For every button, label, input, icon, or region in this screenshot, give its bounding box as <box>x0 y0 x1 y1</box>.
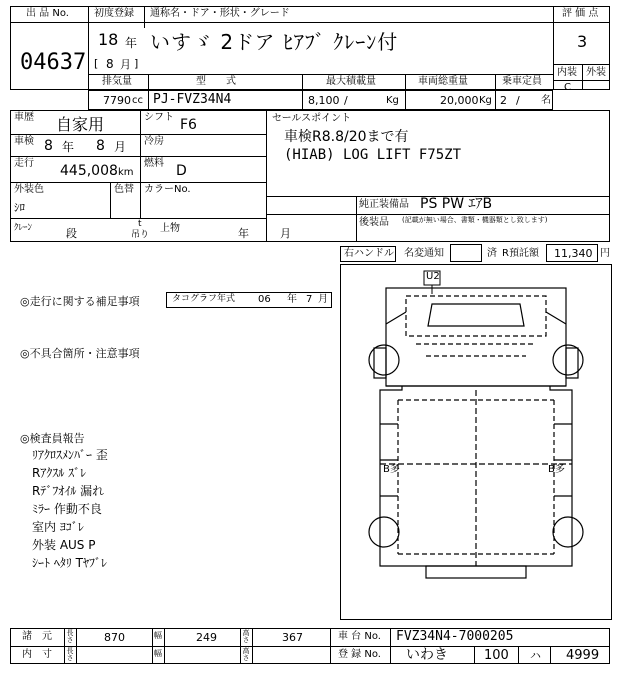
max-load-unit: Kg <box>386 95 399 106</box>
report-line-3: Rﾃﾞﾌｵｲﾙ 漏れ <box>32 484 105 498</box>
chassis-number: FVZ34N4-7000205 <box>396 629 514 644</box>
width-label: 幅 <box>154 631 162 640</box>
registration-number-label: 登 録 No. <box>338 649 381 660</box>
tachograph-year: 06 <box>258 294 271 305</box>
name-change-box <box>450 244 482 262</box>
mileage-label: 走行 <box>14 158 34 169</box>
registration-year-unit: 年 <box>125 36 138 50</box>
crane-ton-bottom: 吊り <box>131 230 150 240</box>
crane-stage-unit: 段 <box>66 227 77 240</box>
mileage-value: 445,008 <box>60 163 118 179</box>
crane-month-unit: 月 <box>280 227 291 240</box>
right-hand-label: 右ハンドル <box>344 248 394 259</box>
sales-point-label: セールスポイント <box>272 113 352 124</box>
genuine-equipment-label: 純正装備品 <box>359 199 409 210</box>
registration-year: 18 <box>98 30 119 49</box>
defects-title: ◎不具合箇所・注意事項 <box>20 347 140 360</box>
width-label-inner: 幅 <box>154 649 162 658</box>
crane-year-unit: 年 <box>238 227 249 240</box>
aftermarket-label: 後装品 <box>359 217 389 228</box>
score-label: 評 価 点 <box>562 8 599 19</box>
inspection-month-unit: 月 <box>114 140 127 154</box>
color-value: ｼﾛ <box>14 201 25 214</box>
tachograph-year-unit: 年 <box>287 294 297 305</box>
interior-grade-label: 内装 <box>557 67 577 78</box>
history-label: 車歴 <box>14 112 34 123</box>
sales-point-line2: (HIAB) LOG LIFT F75ZT <box>284 147 462 163</box>
report-line-2: Rｱｸｽﾙ ｽﾞﾚ <box>32 466 87 480</box>
first-registration-label: 初度登録 <box>94 8 134 19</box>
aftermarket-note: (記載が無い場合、書類・機器類とし致します) <box>402 216 548 224</box>
report-line-1: ﾘｱｸﾛｽﾒﾝﾊﾞｰ 歪 <box>32 448 108 462</box>
inspection-label: 車検 <box>14 136 34 147</box>
color-label: 外装色 <box>14 184 44 195</box>
displacement-unit: cc <box>132 95 143 106</box>
car-name: いすゞ 2ドア ﾋｱﾌﾞ ｸﾚｰﾝ付 <box>150 30 399 54</box>
chassis-number-label: 車 台 No. <box>338 631 381 642</box>
dimensions-label: 諸 元 <box>22 631 52 642</box>
recycle-label: R預託額 <box>502 248 539 259</box>
height-label-inner: 高 さ <box>242 647 250 662</box>
registration-month: 8 <box>106 57 114 71</box>
lot-number: 04637 <box>20 50 87 75</box>
tachograph-month: 7 <box>306 294 313 305</box>
inspection-year-unit: 年 <box>62 140 75 154</box>
yen-unit: 円 <box>600 248 610 259</box>
width-value: 249 <box>196 631 217 644</box>
registration-serial: 4999 <box>566 648 600 663</box>
color-number-label: カラーNo. <box>144 184 191 195</box>
crane-label: ｸﾚｰﾝ <box>14 223 33 233</box>
score-value: 3 <box>577 32 588 51</box>
length-label: 長 さ <box>66 629 74 644</box>
truck-diagram <box>340 264 612 620</box>
capacity-slash: / <box>516 94 520 107</box>
sales-point-line1: 車検R8.8/20まで有 <box>284 129 409 145</box>
registration-class: 100 <box>484 648 509 663</box>
inner-dimensions-label: 内 寸 <box>22 649 52 660</box>
shift-value: F6 <box>180 117 197 133</box>
exterior-grade-label: 外装 <box>586 67 606 78</box>
u2-marker: U2 <box>426 271 440 282</box>
registration-month-unit: 月 <box>120 58 131 71</box>
report-line-6: 外装 AUS P <box>32 538 96 552</box>
name-change-label: 名変通知 <box>404 248 444 259</box>
capacity-unit: 名 <box>541 95 551 106</box>
mileage-unit: km <box>118 167 134 178</box>
max-load-slash: / <box>344 94 348 107</box>
height-label: 高 さ <box>242 629 250 644</box>
recycle-amount: 11,340 <box>554 247 593 260</box>
tachograph-month-unit: 月 <box>318 294 328 305</box>
gross-weight-value: 20,000 <box>440 94 479 107</box>
left-side-mark: B多 <box>383 464 400 475</box>
gross-weight-label: 車両総重量 <box>418 76 468 87</box>
shift-label: シフト <box>144 112 174 123</box>
max-load-label: 最大積載量 <box>326 76 376 87</box>
registration-kana: ハ <box>530 649 541 662</box>
report-line-4: ﾐﾗｰ 作動不良 <box>32 502 102 516</box>
interior-grade-value: C <box>564 82 571 93</box>
report-line-5: 室内 ﾖｺﾞﾚ <box>32 520 84 534</box>
inspection-year: 8 <box>44 138 53 154</box>
color-code-label: 色替 <box>114 184 134 195</box>
car-name-label: 通称名・ドア・形状・グレード <box>150 8 290 19</box>
lot-number-label: 出 品 No. <box>26 8 69 19</box>
driving-notes-title: ◎走行に関する補足事項 <box>20 295 140 308</box>
max-load-value: 8,100 <box>308 94 340 107</box>
tachograph-label: タコグラフ年式 <box>172 294 236 304</box>
displacement-value: 7790 <box>103 94 131 107</box>
ac-label: 冷房 <box>144 136 164 147</box>
length-label-inner: 長 さ <box>66 647 74 662</box>
genuine-equipment-value: PS PW ｴｱB <box>420 196 493 212</box>
capacity-label: 乗車定員 <box>502 76 542 87</box>
month-open-bracket: [ <box>94 57 99 70</box>
recycle-done-mark: 済 <box>487 248 497 259</box>
crane-ton-top: t <box>138 219 142 229</box>
crane-up-label: 上物 <box>160 223 180 234</box>
registration-area: いわき <box>406 647 448 663</box>
report-line-7: ｼｰﾄ ﾍﾀﾘ Tﾔﾌﾞﾚ <box>32 556 107 570</box>
capacity-value: 2 <box>500 94 507 107</box>
length-value: 870 <box>104 631 125 644</box>
inspector-report-title: ◎検査員報告 <box>20 432 85 445</box>
fuel-value: D <box>176 163 187 179</box>
model-value: PJ-FVZ34N4 <box>153 92 232 107</box>
displacement-label: 排気量 <box>102 76 132 87</box>
inspection-month: 8 <box>96 138 105 154</box>
height-value: 367 <box>282 631 303 644</box>
history-value: 自家用 <box>56 115 105 134</box>
month-close-bracket: ] <box>134 57 139 70</box>
right-side-mark: B多 <box>548 464 565 475</box>
gross-weight-unit: Kg <box>479 95 492 106</box>
fuel-label: 燃料 <box>144 158 164 169</box>
model-label: 型 式 <box>196 76 236 87</box>
